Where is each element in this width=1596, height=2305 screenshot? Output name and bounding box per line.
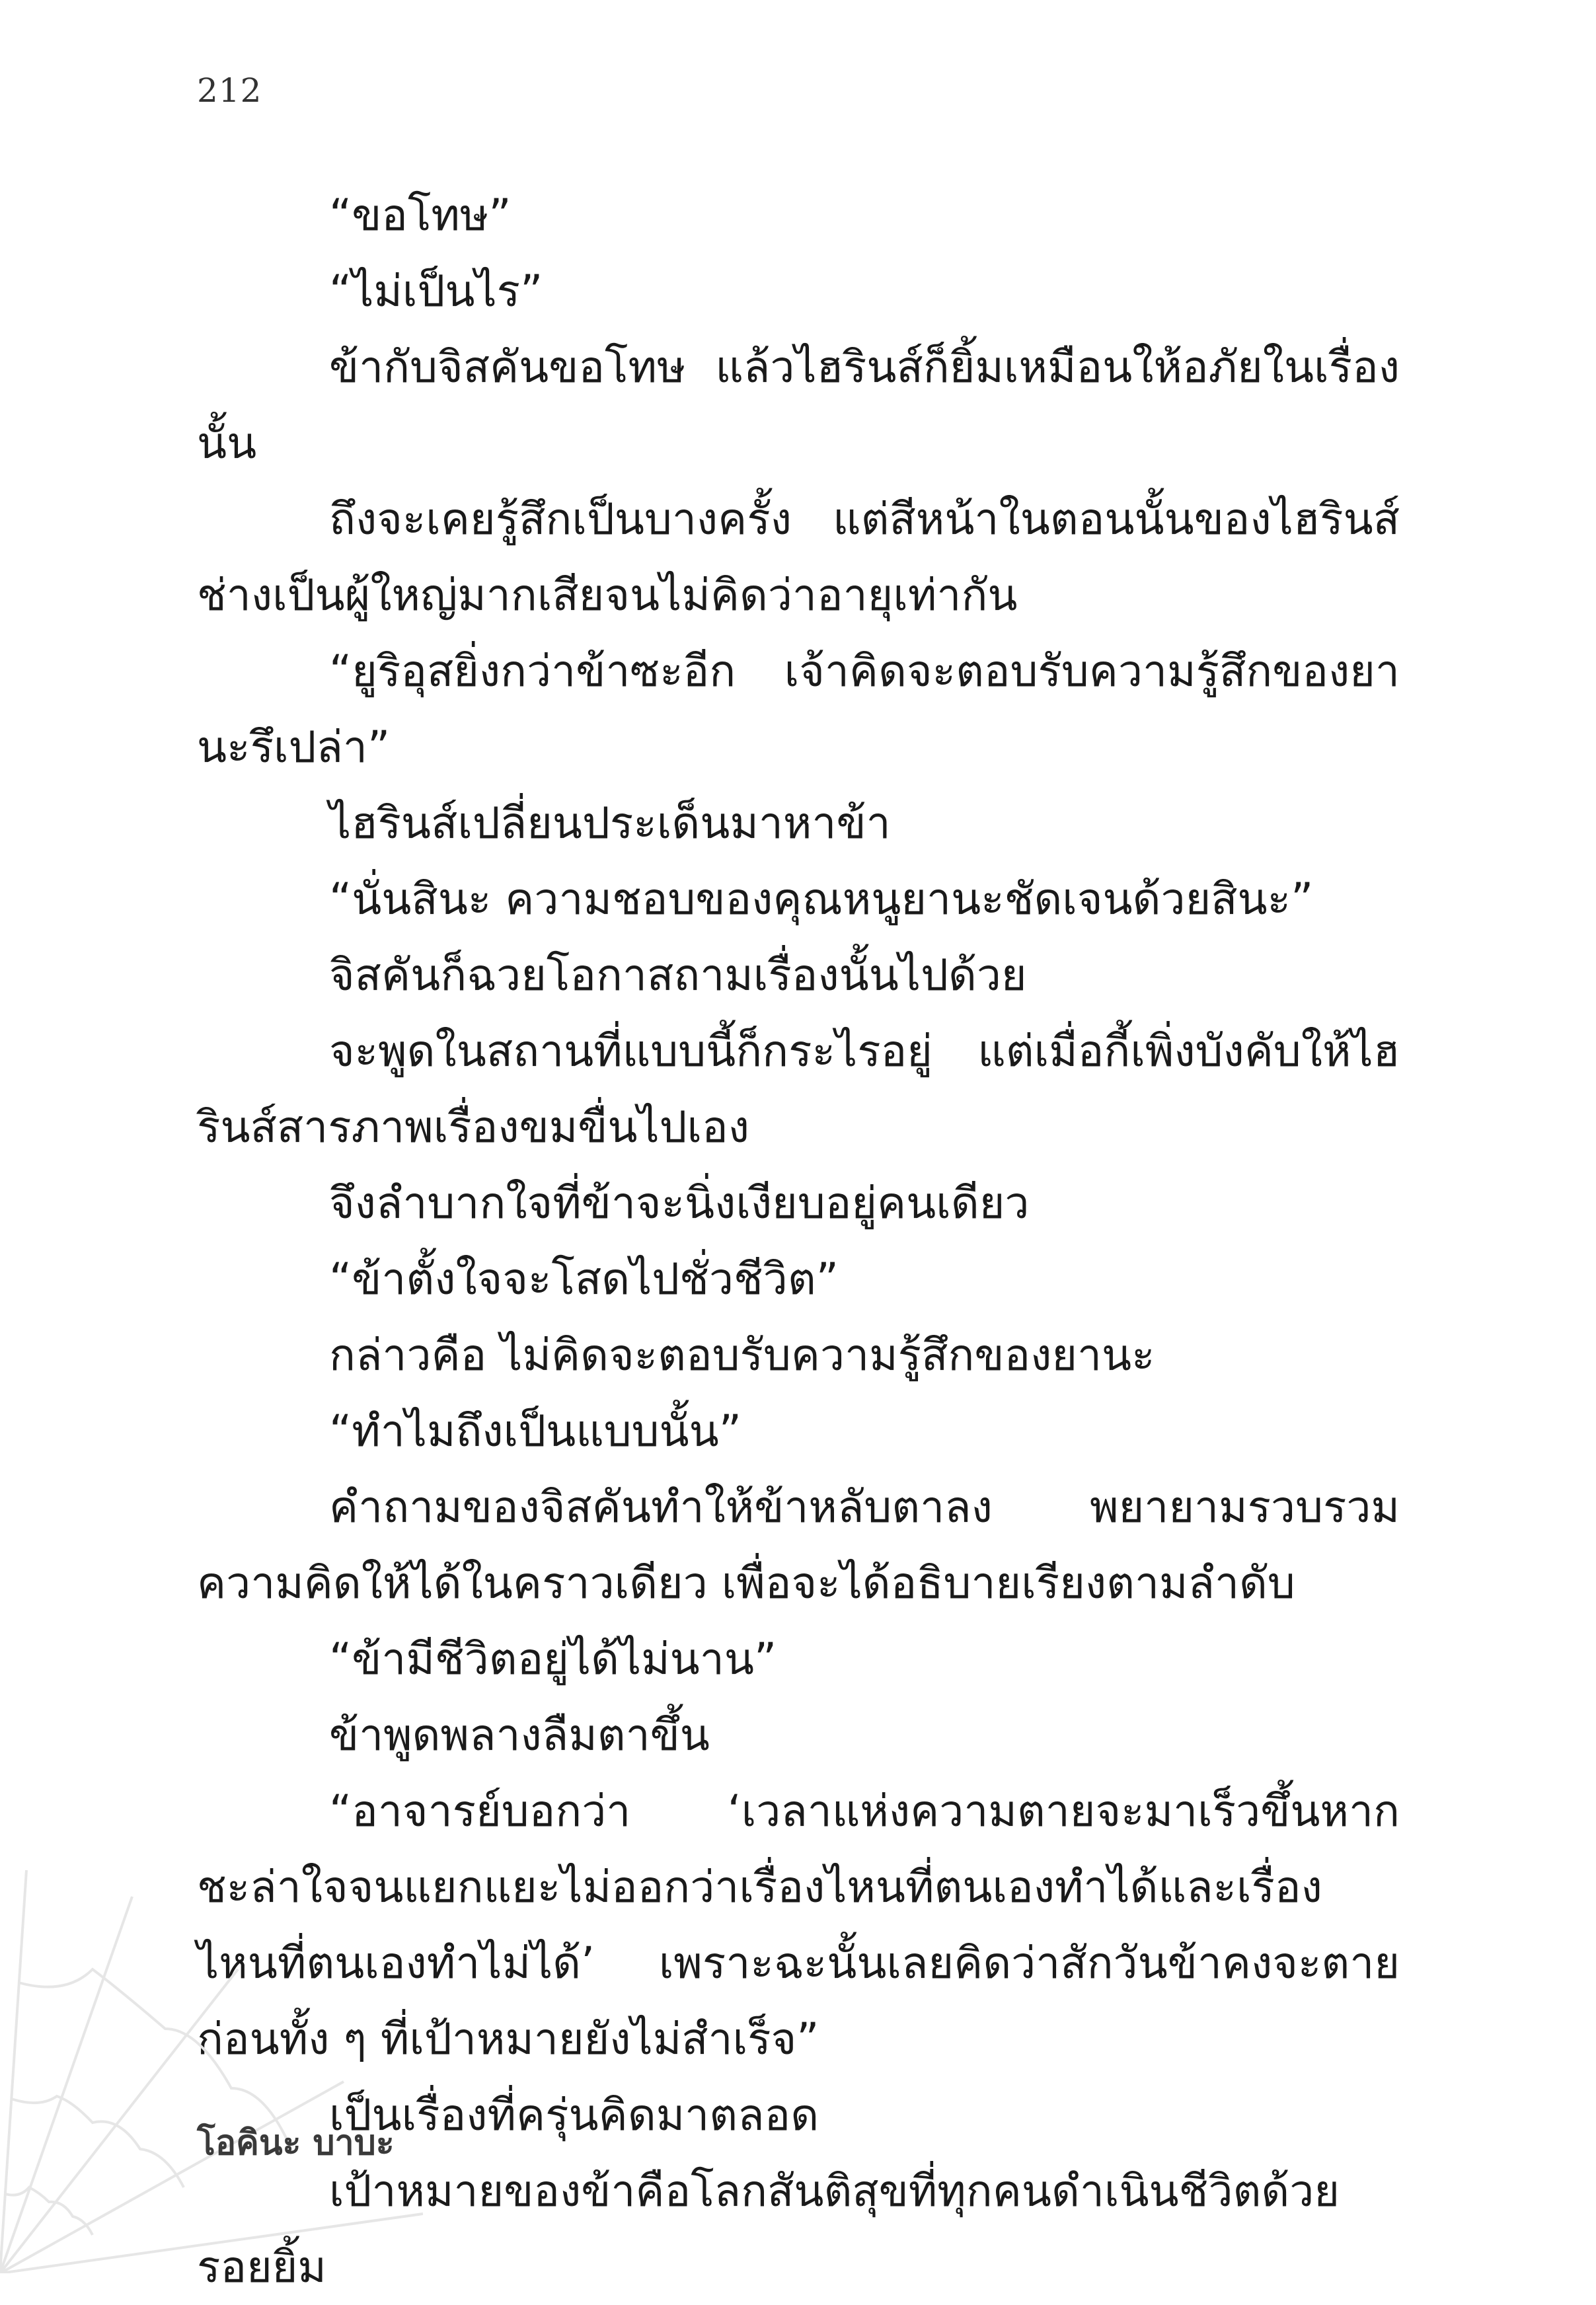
page-number: 212 <box>197 71 262 110</box>
web-strand <box>0 2214 423 2273</box>
paragraph: “ทำไมถึงเป็นแบบนั้น” <box>329 1406 741 1456</box>
web-strand <box>0 2082 344 2273</box>
paragraph: “ขอโทษ” <box>329 190 512 241</box>
paragraph: “ข้ามีชีวิตอยู่ได้ไม่นาน” <box>329 1634 777 1684</box>
paragraph: ไฮรินส์เปลี่ยนประเด็นมาหาข้า <box>329 798 891 849</box>
paragraph: เป้าหมายของข้าคือโลกสันติสุขที่ทุกคนดำเนินชีวิตด้วยรอยยิ้ม <box>197 2166 1340 2292</box>
paragraph: เป็นเรื่องที่ครุ่นคิดมาตลอด <box>329 2090 819 2140</box>
footer-book-title: โอคินะ บาบะ <box>197 2123 395 2163</box>
paragraph: ถึงจะเคยรู้สึกเป็นบางครั้ง แต่สีหน้าในตอนนั้นของไฮรินส์ช่างเป็นผู้ใหญ่มากเสียจนไม่คิดว่าอายุเท่ากัน <box>197 494 1400 621</box>
paragraph: กล่าวคือ ไม่คิดจะตอบรับความรู้สึกของยานะ <box>329 1330 1155 1380</box>
paragraph: จะพูดในสถานที่แบบนี้ก็กระไรอยู่ แต่เมื่อกี้เพิ่งบังคับให้ไฮรินส์สารภาพเรื่องขมขื่นไปเอง <box>197 1026 1400 1152</box>
paragraph: จิสคันก็ฉวยโอกาสถามเรื่องนั้นไปด้วย <box>329 950 1027 1001</box>
paragraph: “นั่นสินะ ความชอบของคุณหนูยานะชัดเจนด้วยสินะ” <box>329 874 1314 925</box>
web-ring <box>11 2096 184 2187</box>
paragraph: “ยูริอุสยิ่งกว่าข้าซะอีก เจ้าคิดจะตอบรับความรู้สึกของยานะรึเปล่า” <box>197 646 1400 773</box>
spider-web-ornament <box>0 1870 423 2273</box>
paragraph: “ไม่เป็นไร” <box>329 266 543 317</box>
paragraph: คำถามของจิสคันทำให้ข้าหลับตาลง พยายามรวบรวมความคิดให้ได้ในคราวเดียว เพื่อจะได้อธิบายเรียงตามลำดับ <box>197 1482 1400 1608</box>
paragraph: ข้าพูดพลางลืมตาขึ้น <box>329 1710 710 1760</box>
paragraph: “อาจารย์บอกว่า ‘เวลาแห่งความตายจะมาเร็วขึ้นหากชะล่าใจจนแยกแยะไม่ออกว่าเรื่องไหนที่ตนเองทำได้และเรื่องไหนที่ตนเองทำไม่ได้’ เพราะฉะนั้นเลยคิดว่าสักวันข้าคงจะตายก่อนทั้ง ๆ ที่เป้าหมายยังไม่สำเร็จ” <box>197 1786 1400 2064</box>
paragraph: “ข้าตั้งใจจะโสดไปชั่วชีวิต” <box>329 1254 839 1304</box>
paragraph: ข้ากับจิสคันขอโทษ แล้วไฮรินส์ก็ยิ้มเหมือนให้อภัยในเรื่องนั้น <box>197 342 1400 469</box>
paragraph: จึงลำบากใจที่ข้าจะนิ่งเงียบอยู่คนเดียว <box>329 1178 1030 1228</box>
